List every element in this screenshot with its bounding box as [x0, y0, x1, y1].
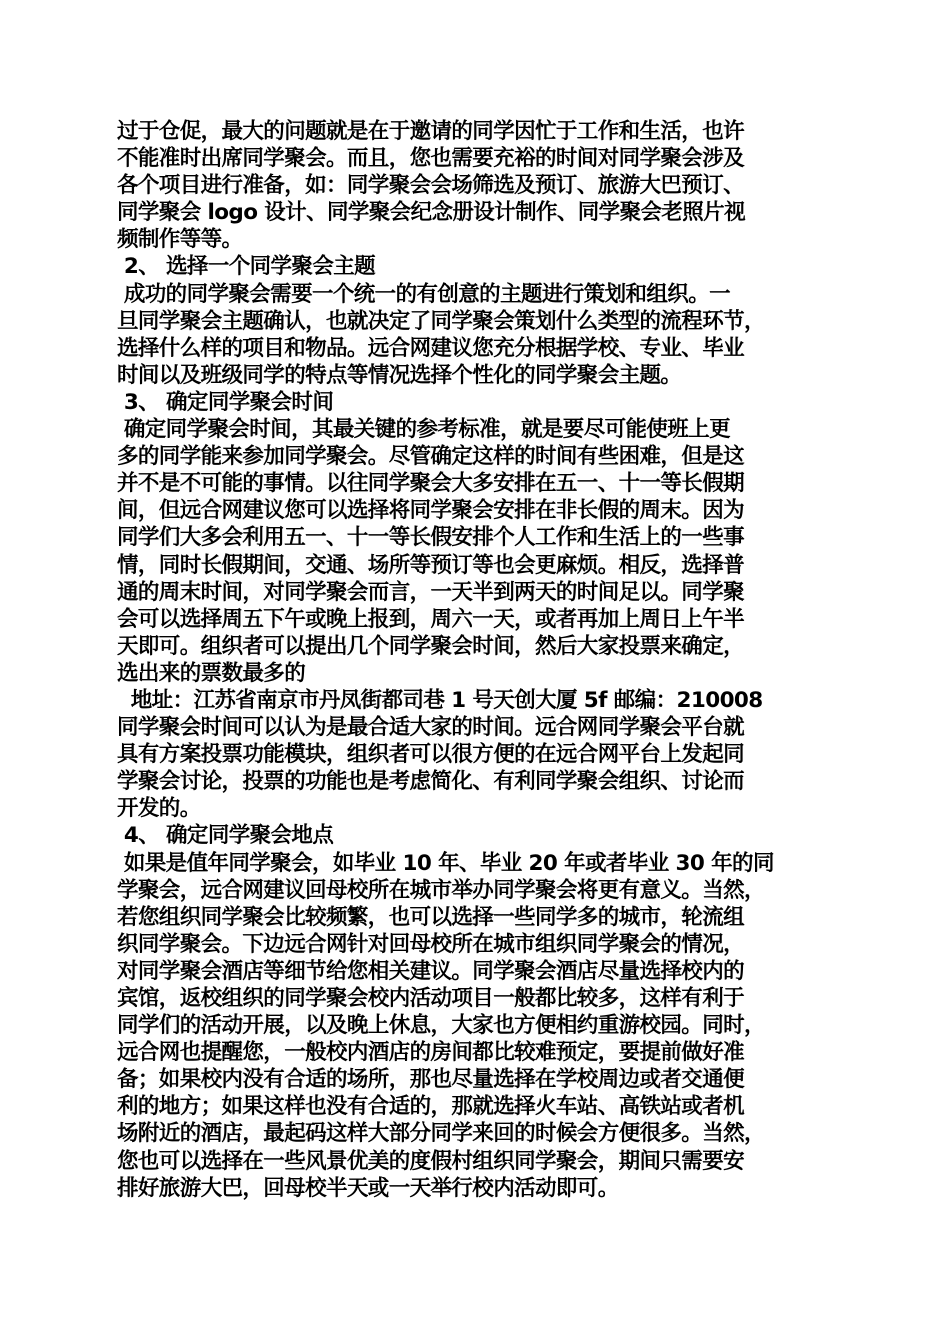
- text-line: 2、 选择一个同学聚会主题: [117, 254, 376, 280]
- text-line: 时间以及班级同学的特点等情况选择个性化的同学聚会主题。: [117, 362, 682, 388]
- text-line: 远合网也提醒您，一般校内酒店的房间都比较难预定，要提前做好准: [117, 1040, 745, 1066]
- text-line: 确定同学聚会时间，其最关键的参考标准，就是要尽可能使班上更: [117, 417, 730, 443]
- text-line: 不能准时出席同学聚会。而且，您也需要充裕的时间对同学聚会涉及: [117, 146, 745, 172]
- text-line: 场附近的酒店，最起码这样大部分同学来回的时候会方便很多。当然，: [117, 1121, 765, 1147]
- text-line: 备；如果校内没有合适的场所，那也尽量选择在学校周边或者交通便: [117, 1067, 745, 1093]
- text-line: 您也可以选择在一些风景优美的度假村组织同学聚会，期间只需要安: [117, 1148, 745, 1174]
- text-line: 学聚会讨论，投票的功能也是考虑简化、有利同学聚会组织、讨论而: [117, 769, 745, 795]
- text-line: 各个项目进行准备，如：同学聚会会场筛选及预订、旅游大巴预订、: [117, 173, 745, 199]
- text-line: 同学聚会时间可以认为是最合适大家的时间。远合网同学聚会平台就: [117, 715, 745, 741]
- text-line: 旦同学聚会主题确认，也就决定了同学聚会策划什么类型的流程环节，: [117, 308, 765, 334]
- text-line: 同学们的活动开展，以及晚上休息，大家也方便相约重游校园。同时，: [117, 1013, 765, 1039]
- document-page: [117, 118, 843, 1202]
- text-line: 宾馆，返校组织的同学聚会校内活动项目一般都比较多，这样有利于: [117, 986, 745, 1011]
- text-line: 学聚会，远合网建议回母校所在城市举办同学聚会将更有意义。当然，: [117, 877, 765, 903]
- text-line: 会可以选择周五下午或晚上报到，周六一天，或者再加上周日上午半: [117, 606, 745, 632]
- text-line: 织同学聚会。下边远合网针对回母校所在城市组织同学聚会的情况，: [117, 931, 745, 957]
- text-line: 选出来的票数最多的: [117, 660, 306, 686]
- text-line: 多的同学能来参加同学聚会。尽管确定这样的时间有些困难，但是这: [117, 444, 745, 470]
- text-line: 具有方案投票功能模块，组织者可以很方便的在远合网平台上发起同: [117, 742, 745, 768]
- text-line: 3、 确定同学聚会时间: [117, 389, 334, 415]
- text-line: 同学们大多会利用五一、十一等长假安排个人工作和生活上的一些事: [117, 525, 745, 551]
- text-line: 同学聚会 logo 设计、同学聚会纪念册设计制作、同学聚会老照片视: [117, 200, 745, 226]
- text-line: 频制作等等。: [117, 227, 243, 253]
- text-line: 并不是不可能的事情。以往同学聚会大多安排在五一、十一等长假期: [117, 471, 745, 497]
- text-line: 如果是值年同学聚会，如毕业 10 年、毕业 20 年或者毕业 30 年的同: [117, 850, 774, 876]
- text-line: 间，但远合网建议您可以选择将同学聚会安排在非长假的周末。因为: [117, 498, 745, 524]
- text-line: 利的地方；如果这样也没有合适的，那就选择火车站、高铁站或者机: [117, 1094, 745, 1120]
- text-line: 4、 确定同学聚会地点: [117, 823, 334, 849]
- text-line: 对同学聚会酒店等细节给您相关建议。同学聚会酒店尽量选择校内的: [117, 958, 745, 984]
- text-line: 地址：江苏省南京市丹凤街都司巷 1 号天创大厦 5f 邮编：210008: [117, 687, 763, 713]
- text-line: 情，同时长假期间，交通、场所等预订等也会更麻烦。相反，选择普: [117, 552, 745, 578]
- text-line: 天即可。组织者可以提出几个同学聚会时间，然后大家投票来确定，: [117, 633, 745, 659]
- text-line: 通的周末时间，对同学聚会而言，一天半到两天的时间足以。同学聚: [117, 579, 745, 605]
- text-line: 过于仓促，最大的问题就是在于邀请的同学因忙于工作和生活，也许: [117, 119, 745, 144]
- text-line: 开发的。: [117, 796, 201, 822]
- text-line: 成功的同学聚会需要一个统一的有创意的主题进行策划和组织。一: [117, 281, 730, 307]
- text-line: 选择什么样的项目和物品。远合网建议您充分根据学校、专业、毕业: [117, 335, 745, 361]
- text-line: 若您组织同学聚会比较频繁，也可以选择一些同学多的城市，轮流组: [117, 904, 745, 930]
- text-line: 排好旅游大巴，回母校半天或一天举行校内活动即可。: [117, 1175, 619, 1201]
